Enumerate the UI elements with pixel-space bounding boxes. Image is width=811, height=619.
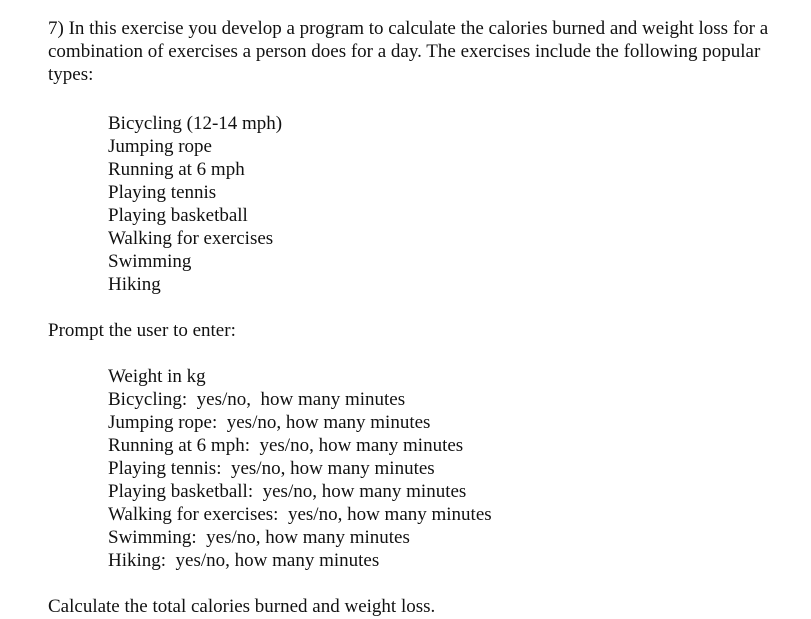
prompt-list — [108, 365, 492, 572]
prompt-item: Jumping rope: yes/no, how many minutes — [108, 412, 431, 433]
prompt-item: Playing basketball: yes/no, how many minutes — [108, 481, 467, 502]
exercise-item: Swimming — [108, 251, 192, 272]
exercise-item: Playing basketball — [108, 205, 248, 226]
prompt-item: Bicycling: yes/no, how many minutes — [108, 389, 406, 410]
exercise-item: Jumping rope — [108, 136, 212, 157]
prompt-item: Swimming: yes/no, how many minutes — [108, 527, 410, 548]
prompt-heading: Prompt the user to enter: — [48, 320, 236, 341]
prompt-item: Running at 6 mph: yes/no, how many minutes — [108, 435, 464, 456]
exercise-item: Running at 6 mph — [108, 159, 245, 180]
prompt-item: Playing tennis: yes/no, how many minutes — [108, 458, 435, 479]
exercise-types-list — [108, 112, 282, 296]
closing-instruction: Calculate the total calories burned and weight loss. — [48, 596, 436, 617]
exercise-item: Playing tennis — [108, 182, 217, 203]
intro-paragraph: 7) In this exercise you develop a program to calculate the calories burned and weight loss for a combination of exercises a person does for a day. The exercises include the following popular types: — [48, 18, 769, 85]
prompt-item: Walking for exercises: yes/no, how many minutes — [108, 504, 492, 525]
exercise-item: Bicycling (12-14 mph) — [108, 113, 283, 134]
prompt-item: Hiking: yes/no, how many minutes — [108, 550, 380, 571]
prompt-item: Weight in kg — [108, 366, 206, 387]
exercise-item: Walking for exercises — [108, 228, 274, 249]
exercise-item: Hiking — [108, 274, 161, 295]
exercise-intro — [48, 17, 793, 86]
